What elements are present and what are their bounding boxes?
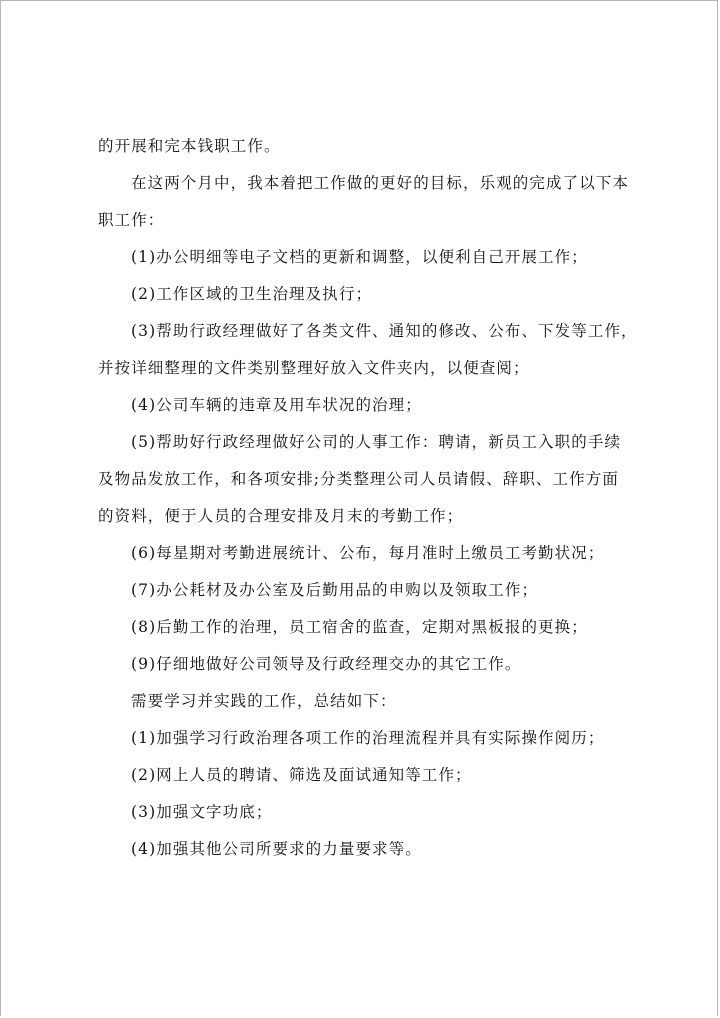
text-line: 并按详细整理的文件类别整理好放入文件夹内，以便查阅； [98, 359, 530, 377]
text-line: 在这两个月中，我本着把工作做的更好的目标，乐观的完成了以下本 [131, 174, 630, 192]
list-item: (3)帮助行政经理做好了各类文件、通知的修改、公布、下发等工作， [131, 322, 638, 340]
text-line: 的开展和完本钱职工作。 [98, 137, 281, 155]
list-item: (2)网上人员的聘请、筛选及面试通知等工作； [131, 766, 472, 784]
text-line: 的资料，便于人员的合理安排及月末的考勤工作； [98, 507, 464, 525]
list-item: (6)每星期对考勤进展统计、公布，每月准时上缴员工考勤状况； [131, 544, 605, 562]
list-item: (1)加强学习行政治理各项工作的治理流程并具有实际操作阅历； [131, 729, 605, 747]
text-line: 及物品发放工作，和各项安排;分类整理公司人员请假、辞职、工作方面 [98, 470, 619, 488]
list-item: (9)仔细地做好公司领导及行政经理交办的其它工作。 [131, 655, 522, 673]
list-item: (2)工作区域的卫生治理及执行； [131, 285, 373, 303]
list-item: (7)办公耗材及办公室及后勤用品的申购以及领取工作； [131, 581, 539, 599]
list-item: (3)加强文字功底； [131, 803, 273, 821]
list-item: (4)公司车辆的违章及用车状况的治理； [131, 396, 422, 414]
document-body [98, 128, 646, 868]
list-item: (5)帮助好行政经理做好公司的人事工作：聘请，新员工入职的手续 [131, 433, 622, 451]
text-line: 职工作： [98, 211, 165, 229]
section-heading: 需要学习并实践的工作，总结如下： [131, 692, 397, 710]
list-item: (8)后勤工作的治理，员工宿舍的监查，定期对黑板报的更换； [131, 618, 588, 636]
list-item: (1)办公明细等电子文档的更新和调整，以便利自己开展工作； [131, 248, 588, 266]
list-item: (4)加强其他公司所要求的力量要求等。 [131, 840, 422, 858]
